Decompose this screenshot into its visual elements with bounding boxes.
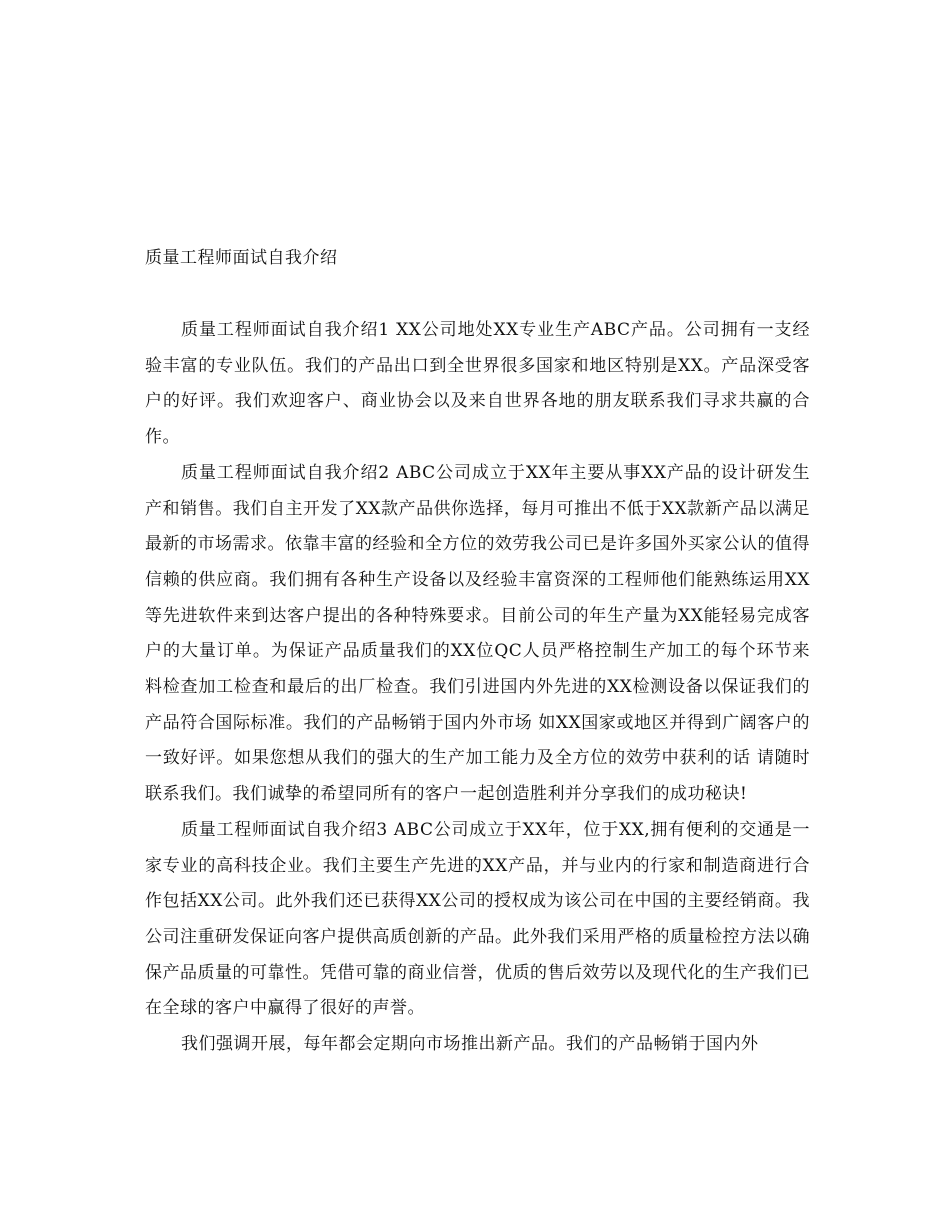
paragraph-intro-2: 质量工程师面试自我介绍2 ABC公司成立于XX年主要从事XX产品的设计研发生产和销售。我们自主开发了XX款产品供你选择，每月可推出不低于XX款新产品以满足最新的市场需求。依靠丰富的经验和全方位的效劳我公司已是许多国外买家公认的值得信赖的供应商。我们拥有各种生产设备以及经验丰富资深的工程师他们能熟练运用XX等先进软件来到达客户提出的各种特殊要求。目前公司的年生产量为XX能轻易完成客户的大量订单。为保证产品质量我们的XX位QC人员严格控制生产加工的每个环节来料检查加工检查和最后的出厂检查。我们引进国内外先进的XX检测设备以保证我们的产品符合国际标准。我们的产品畅销于国内外市场 如XX国家或地区并得到广阔客户的一致好评。如果您想从我们的强大的生产加工能力及全方位的效劳中获利的话 请随时联系我们。我们诚挚的希望同所有的客户一起创造胜利并分享我们的成功秘诀! — [145, 462, 810, 805]
paragraph-intro-1: 质量工程师面试自我介绍1 XX公司地处XX专业生产ABC产品。公司拥有一支经验丰富的专业队伍。我们的产品出口到全世界很多国家和地区特别是XX。产品深受客户的好评。我们欢迎客户、商业协会以及来自世界各地的朋友联系我们寻求共赢的合作。 — [145, 320, 810, 448]
document-title: 质量工程师面试自我介绍 — [145, 248, 338, 268]
paragraph-continuation: 我们强调开展，每年都会定期向市场推出新产品。我们的产品畅销于国内外 — [181, 1034, 759, 1055]
paragraph-intro-3: 质量工程师面试自我介绍3 ABC公司成立于XX年，位于XX,拥有便利的交通是一家专业的高科技企业。我们主要生产先进的XX产品，并与业内的行家和制造商进行合作包括XX公司。此外我们还已获得XX公司的授权成为该公司在中国的主要经销商。我公司注重研发保证向客户提供高质创新的产品。此外我们采用严格的质量检控方法以确保产品质量的可靠性。凭借可靠的商业信誉，优质的售后效劳以及现代化的生产我们已在全球的客户中赢得了很好的声誉。 — [145, 819, 810, 1019]
document-body — [145, 313, 810, 1063]
